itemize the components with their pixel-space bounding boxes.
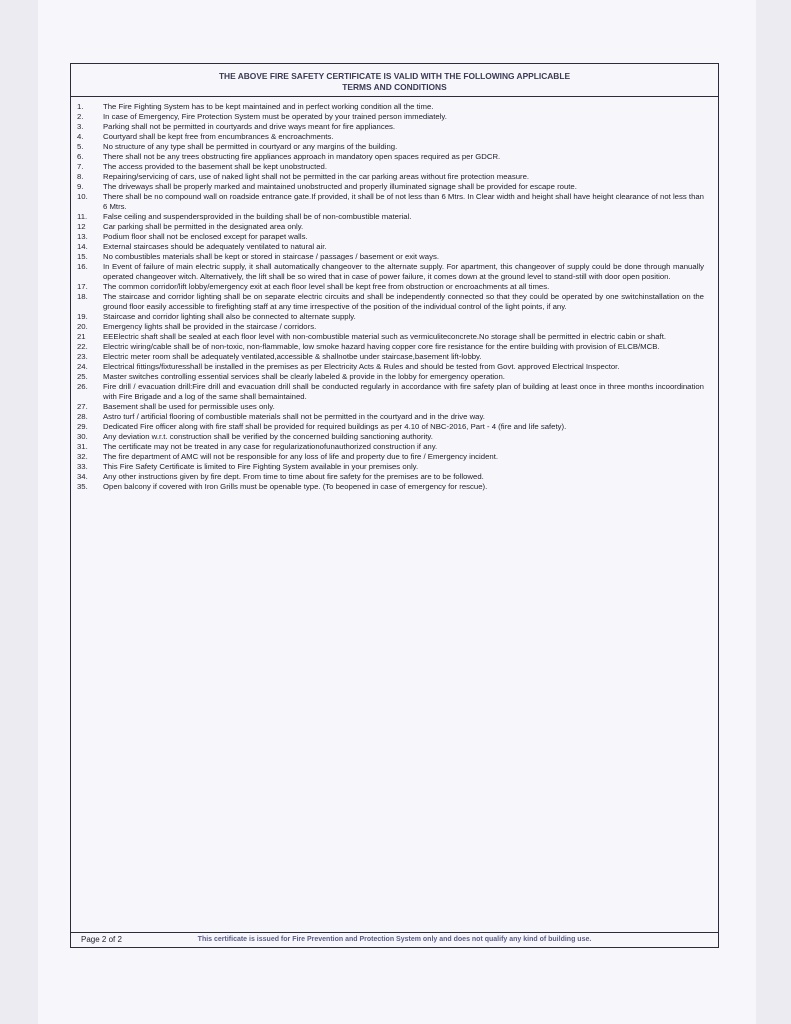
condition-item — [71, 232, 718, 242]
condition-item — [71, 292, 718, 312]
condition-item — [71, 282, 718, 292]
condition-text: Electrical fittings/fixturesshall be installed in the premises as per Electricity Acts & Rules and should be tested from Govt. approved Electrical Inspector. — [103, 362, 620, 371]
condition-number: 27. — [77, 402, 88, 411]
condition-text: The fire department of AMC will not be responsible for any loss of life and property due to fire / Emergency incident. — [103, 452, 499, 461]
condition-text: Dedicated Fire officer along with fire staff shall be provided for required buildings as per 4.10 of NBC-2016, Part - 4 (fire and life safety). — [103, 422, 567, 431]
condition-number: 24. — [77, 362, 88, 371]
condition-number: 15. — [77, 252, 88, 261]
condition-number: 5. — [77, 142, 84, 151]
condition-item — [71, 442, 718, 452]
condition-text: Courtyard shall be kept free from encumbrances & encroachments. — [103, 132, 334, 141]
condition-number: 4. — [77, 132, 84, 141]
condition-item — [71, 322, 718, 332]
page-number: Page 2 of 2 — [81, 935, 122, 944]
condition-item — [71, 212, 718, 222]
condition-text: This Fire Safety Certificate is limited to Fire Fighting System available in your premises only. — [103, 462, 419, 471]
condition-item — [71, 402, 718, 412]
condition-text: There shall be no compound wall on roadside entrance gate.If provided, it shall be of not less than 6 Mtrs. In Clear width and height shall have height clearance of not less than 6 Mtrs. — [103, 192, 704, 211]
condition-text: The Fire Fighting System has to be kept maintained and in perfect working condition all the time. — [103, 102, 434, 111]
condition-number: 20. — [77, 322, 88, 331]
condition-text: Astro turf / artificial flooring of combustible materials shall not be permitted in the courtyard and in the drive way. — [103, 412, 485, 421]
condition-item — [71, 432, 718, 442]
condition-item — [71, 252, 718, 262]
condition-item — [71, 312, 718, 322]
condition-item — [71, 372, 718, 382]
condition-number: 18. — [77, 292, 88, 301]
footer-note: This certificate is issued for Fire Prevention and Protection System only and does not qualify any kind of building use. — [197, 936, 592, 943]
condition-text: The access provided to the basement shall be kept unobstructed. — [103, 162, 328, 171]
terms-header — [71, 64, 718, 97]
condition-text: Parking shall not be permitted in courtyards and drive ways meant for fire appliances. — [103, 122, 396, 131]
condition-number: 16. — [77, 262, 88, 271]
condition-text: Any other instructions given by fire dept. From time to time about fire safety for the premises are to be followed. — [103, 472, 484, 481]
condition-number: 3. — [77, 122, 84, 131]
condition-text: Basement shall be used for permissible uses only. — [103, 402, 275, 411]
condition-number: 6. — [77, 152, 84, 161]
condition-text: Repairing/servicing of cars, use of naked light shall not be permitted in the car parking areas without fire protection measure. — [103, 172, 530, 181]
condition-number: 35. — [77, 482, 88, 491]
conditions-list — [71, 102, 718, 492]
condition-number: 31. — [77, 442, 88, 451]
condition-item — [71, 412, 718, 422]
condition-item — [71, 242, 718, 252]
condition-text: The staircase and corridor lighting shall be on separate electric circuits and shall be independently connected so that they could be operated by one switchinstallation on the ground floor easily accessible to firefighting staff at any time irrespective of the position of the individual control of the light points, if any. — [103, 292, 704, 311]
condition-item — [71, 462, 718, 472]
condition-text: In case of Emergency, Fire Protection System must be operated by your trained person immediately. — [103, 112, 447, 121]
condition-number: 34. — [77, 472, 88, 481]
condition-text: The certificate may not be treated in any case for regularizationofunauthorized construction if any. — [103, 442, 438, 451]
condition-text: Staircase and corridor lighting shall also be connected to alternate supply. — [103, 312, 356, 321]
condition-text: External staircases should be adequately ventilated to natural air. — [103, 242, 327, 251]
condition-number: 22. — [77, 342, 88, 351]
condition-number: 23. — [77, 352, 88, 361]
condition-number: 25. — [77, 372, 88, 381]
condition-number: 8. — [77, 172, 84, 181]
condition-text: No structure of any type shall be permitted in courtyard or any margins of the building. — [103, 142, 398, 151]
condition-text: Fire drill / evacuation drill:Fire drill and evacuation drill shall be conducted regularly in accordance with fire safety plan of building at least once in three months incoordination with Fire Brigade and a log of the same shall bemaintained. — [103, 382, 704, 401]
condition-item — [71, 142, 718, 152]
condition-number: 13. — [77, 232, 88, 241]
condition-number: 10. — [77, 192, 88, 201]
condition-item — [71, 162, 718, 172]
condition-text: The common corridor/lift lobby/emergency exit at each floor level shall be kept free from obstruction or encroachments at all times. — [103, 282, 550, 291]
condition-text: Emergency lights shall be provided in the staircase / corridors. — [103, 322, 317, 331]
condition-text: No combustibles materials shall be kept or stored in staircase / passages / basement or exit ways. — [103, 252, 439, 261]
condition-item — [71, 102, 718, 112]
condition-text: False ceiling and suspendersprovided in the building shall be of non-combustible material. — [103, 212, 412, 221]
condition-item — [71, 352, 718, 362]
condition-number: 17. — [77, 282, 88, 291]
condition-item — [71, 192, 718, 212]
condition-text: There shall not be any trees obstructing fire appliances approach in mandatory open spaces required as per GDCR. — [103, 152, 501, 161]
condition-item — [71, 182, 718, 192]
condition-number: 33. — [77, 462, 88, 471]
condition-number: 26. — [77, 382, 88, 391]
condition-number: 21 — [77, 332, 86, 341]
condition-text: Electric wiring/cable shall be of non-toxic, non-flammable, low smoke hazard having copper core fire resistance for the entire building with provision of ELCB/MCB. — [103, 342, 660, 351]
condition-item — [71, 422, 718, 432]
terms-title-line1: THE ABOVE FIRE SAFETY CERTIFICATE IS VALID WITH THE FOLLOWING APPLICABLE — [218, 71, 571, 81]
condition-number: 2. — [77, 112, 84, 121]
condition-number: 9. — [77, 182, 84, 191]
condition-item — [71, 172, 718, 182]
terms-frame — [70, 63, 719, 948]
condition-item — [71, 152, 718, 162]
terms-title-line2: TERMS AND CONDITIONS — [342, 82, 447, 92]
condition-item — [71, 472, 718, 482]
condition-item — [71, 222, 718, 232]
condition-number: 7. — [77, 162, 84, 171]
condition-number: 28. — [77, 412, 88, 421]
condition-number: 12 — [77, 222, 86, 231]
condition-text: In Event of failure of main electric supply, it shall automatically changeover to the alternate supply. For apartment, this changeover of supply could be done through manually operated changeover witch. Alternatively, the lift shall be so wired that in case of power failure, it comes down at the ground level to stand-still with door open position. — [103, 262, 704, 281]
condition-number: 19. — [77, 312, 88, 321]
condition-item — [71, 122, 718, 132]
condition-text: Electric meter room shall be adequately ventilated,accessible & shallnotbe under staircase,basement lift-lobby. — [103, 352, 482, 361]
condition-text: Master switches controlling essential services shall be clearly labeled & provide in the lobby for emergency operation. — [103, 372, 505, 381]
condition-text: Open balcony if covered with Iron Grills must be openable type. (To beopened in case of emergency for rescue). — [103, 482, 488, 491]
condition-item — [71, 362, 718, 372]
condition-text: Car parking shall be permitted in the designated area only. — [103, 222, 304, 231]
condition-item — [71, 482, 718, 492]
condition-item — [71, 132, 718, 142]
condition-item — [71, 332, 718, 342]
condition-number: 11. — [77, 212, 88, 221]
condition-number: 14. — [77, 242, 88, 251]
condition-item — [71, 262, 718, 282]
condition-item — [71, 112, 718, 122]
condition-text: EEElectric shaft shall be sealed at each floor level with non-combustible material such as vermiculiteconcrete.No storage shall be permitted in electric cabin or shaft. — [103, 332, 667, 341]
condition-number: 1. — [77, 102, 84, 111]
condition-item — [71, 382, 718, 402]
condition-text: Podium floor shall not be enclosed except for parapet walls. — [103, 232, 308, 241]
condition-item — [71, 452, 718, 462]
condition-item — [71, 342, 718, 352]
condition-number: 29. — [77, 422, 88, 431]
condition-text: The driveways shall be properly marked and maintained unobstructed and properly illuminated signage shall be provided for escape route. — [103, 182, 577, 191]
condition-text: Any deviation w.r.t. construction shall be verified by the concerned building sanctioning authority. — [103, 432, 433, 441]
condition-number: 32. — [77, 452, 88, 461]
condition-number: 30. — [77, 432, 88, 441]
